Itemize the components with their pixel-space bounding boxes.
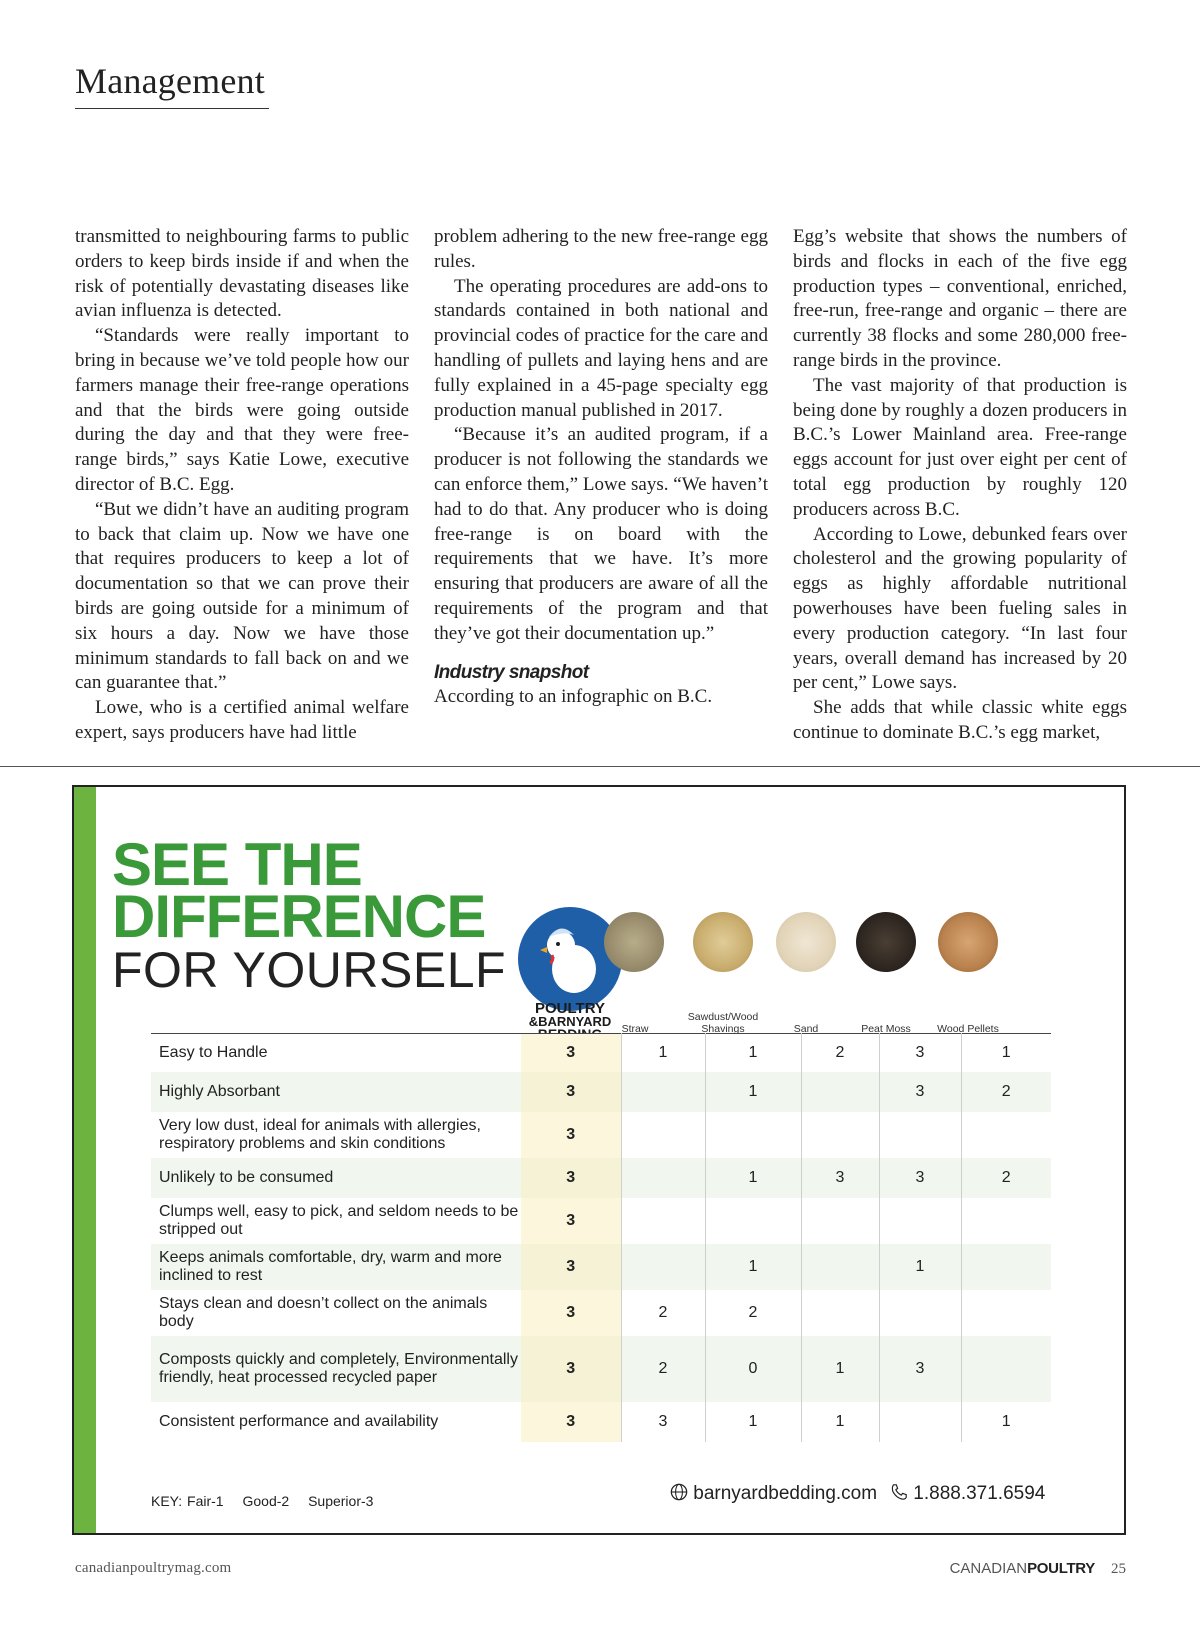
logo-text-1: POULTRY [535,1000,605,1017]
key-fair: KEY: Fair-1 [151,1493,224,1509]
rating-cell: 2 [705,1290,801,1336]
table-row [151,1244,1051,1290]
rating-cell [621,1072,705,1112]
rating-cell [879,1198,961,1244]
subheading: Industry snapshot [434,661,589,683]
rating-key [151,1493,387,1509]
feature-cell: Easy to Handle [159,1043,268,1061]
paragraph: “Standards were really important to bring in because we’ve told people how our farmers manage their free-range operations and that the birds were going outside during the day and that they were free-range birds,” says Katie Lowe, executive director of B.C. Egg. [75,325,409,495]
rating-cell [621,1244,705,1290]
logo-text-2: &BARNYARD [528,1014,612,1029]
paragraph: She adds that while classic white eggs continue to dominate B.C.’s egg market, [793,697,1127,743]
rating-cell [961,1336,1051,1402]
rating-cell: 2 [961,1072,1051,1112]
rating-cell [801,1112,879,1158]
rating-cell: 1 [705,1402,801,1442]
paragraph: Lowe, who is a certified animal welfare expert, says producers have had little [75,697,409,743]
column-label-sawdust: Sawdust/Wood Shavings [687,1011,759,1035]
footer-brand-bold: POULTRY [1027,1560,1095,1577]
rating-cell: 3 [521,1198,621,1244]
rating-cell: 3 [521,1402,621,1442]
section-header [75,60,269,109]
table-row [151,1034,1051,1072]
phone-text[interactable]: 1.888.371.6594 [913,1483,1046,1504]
website-contact [670,1483,877,1505]
rating-cell [961,1112,1051,1158]
rating-cell: 1 [1001,1412,1011,1430]
rating-cell: 2 [621,1336,705,1402]
paragraph: “Because it’s an audited program, if a producer is not following the standards we can enforce them,” Lowe says. “We haven’t had to do that. Any producer who is doing free-range is on board with the requirements that we have. It’s more ensuring that producers are aware of all the requirements of the program and that they’ve got their documentation up.” [434,424,768,644]
table-row [151,1290,1051,1336]
rating-cell: 1 [705,1158,801,1198]
rating-cell: 3 [521,1290,621,1336]
wood-pellets-sample-image [938,912,998,972]
straw-sample-image [604,912,664,972]
section-title: Management [75,61,265,101]
ad-headline-line2: DIFFERENCE [112,883,486,950]
rating-cell [961,1290,1051,1336]
rating-cell: 1 [801,1402,879,1442]
rating-cell [961,1198,1051,1244]
phone-icon [890,1483,908,1501]
rating-cell: 3 [521,1158,621,1198]
footer-site[interactable]: canadianpoultrymag.com [75,1560,232,1576]
rating-cell [705,1198,801,1244]
table-row [151,1158,1051,1198]
footer-brand-light: CANADIAN [949,1560,1028,1577]
article-column-3 [793,225,1127,745]
peat-moss-sample-image [856,912,916,972]
rating-cell [879,1290,961,1336]
paragraph: “But we didn’t have an auditing program to back that claim up. Now we have one that requires producers to keep a lot of documentation so that we can prove their birds are going outside for a minimum of six hours a day. Now we have those minimum standards to fall back on and we can guarantee that.” [75,498,409,694]
rating-cell [621,1198,705,1244]
rating-cell: 2 [961,1158,1051,1198]
divider [0,766,1200,767]
feature-cell: Clumps well, easy to pick, and seldom needs to be stripped out [159,1202,519,1238]
rating-cell: 2 [621,1290,705,1336]
rating-cell: 0 [705,1336,801,1402]
phone-contact [890,1483,1045,1505]
advertisement [72,785,1126,1535]
table-row [151,1112,1051,1158]
ad-headline-line3: FOR YOURSELF [112,942,507,998]
feature-cell: Unlikely to be consumed [151,1158,521,1198]
website-text[interactable]: barnyardbedding.com [693,1483,878,1504]
rating-cell [705,1112,801,1158]
feature-cell: Very low dust, ideal for animals with allergies, respiratory problems and skin conditions [159,1116,481,1152]
column-label-straw: Straw [621,1023,649,1035]
footer-brand [950,1560,1126,1578]
paragraph: problem adhering to the new free-range egg rules. [434,226,768,272]
paragraph: The operating procedures are add-ons to standards contained in both national and provincial codes of practice for the care and handling of pullets and laying hens and are fully explained in a 45-page specialty egg production manual published in 2017. [434,275,768,421]
rating-cell: 3 [621,1402,705,1442]
article-column-1 [75,225,409,745]
paragraph: transmitted to neighbouring farms to public orders to keep birds inside if and when the risk of potentially devastating diseases like avian influenza is detected. [75,226,409,322]
column-label-sand: Sand [793,1023,819,1035]
rating-cell: 1 [879,1244,961,1290]
rating-cell [879,1402,961,1442]
feature-cell: Keeps animals comfortable, dry, warm and more inclined to rest [151,1244,521,1290]
rating-cell: 1 [801,1336,879,1402]
rating-cell: 1 [705,1034,801,1072]
rating-cell [801,1198,879,1244]
rating-cell [801,1290,879,1336]
table-row [151,1198,1051,1244]
table-row [151,1336,1051,1402]
paragraph: The vast majority of that production is being done by roughly a dozen producers in B.C.’s Lower Mainland area. Free-range eggs account for just over eight per cent of total egg production by roughly 120 producers across B.C. [793,374,1127,520]
article-body [75,225,1127,745]
sand-sample-image [776,912,836,972]
ad-accent-bar [74,787,96,1533]
rating-cell: 1 [621,1034,705,1072]
rating-cell: 3 [879,1158,961,1198]
paragraph: Egg’s website that shows the numbers of birds and flocks in each of the five egg production types – conventional, enriched, free-run, free-range and organic – there are currently 38 flocks and some 280,000 free-range birds in the province. [793,226,1127,371]
rating-cell: 1 [705,1244,801,1290]
rating-cell [621,1158,705,1198]
ad-headline-line1: SEE THE [112,831,362,898]
rating-cell: 3 [521,1034,621,1072]
rating-cell [801,1244,879,1290]
key-superior: Superior-3 [308,1493,374,1509]
column-label-peat-moss: Peat Moss [861,1023,911,1035]
rating-cell: 1 [1001,1043,1011,1061]
page-number: 25 [1111,1561,1126,1577]
rating-cell: 1 [705,1072,801,1112]
comparison-table [151,1033,1051,1442]
rating-cell: 3 [521,1112,621,1158]
key-good: Good-2 [242,1493,290,1509]
rating-cell: 2 [801,1034,879,1072]
rating-cell [801,1072,879,1112]
feature-cell: Stays clean and doesn’t collect on the animals body [159,1294,488,1330]
comparison-table-body [151,1034,1051,1442]
rating-cell: 3 [879,1034,961,1072]
rating-cell [961,1244,1051,1290]
paragraph: According to Lowe, debunked fears over cholesterol and the growing popularity of eggs as highly affordable nutritional powerhouses have been fueling sales in every production category. “In last four years, overall demand has increased by 20 per cent,” Lowe says. [793,523,1127,694]
rating-cell [879,1112,961,1158]
ad-headline [112,831,507,998]
paragraph: According to an infographic on B.C. [434,685,713,707]
globe-icon [670,1483,688,1501]
rating-cell: 3 [521,1244,621,1290]
feature-cell: Composts quickly and completely, Environmentally friendly, heat processed recycled paper [151,1336,521,1402]
rating-cell: 3 [801,1158,879,1198]
table-row [151,1072,1051,1112]
rating-cell [621,1112,705,1158]
rating-cell: 3 [879,1072,961,1112]
feature-cell: Highly Absorbant [151,1072,521,1112]
article-column-2 [434,225,768,745]
rating-cell: 3 [521,1072,621,1112]
table-row [151,1402,1051,1442]
rating-cell: 3 [521,1336,621,1402]
feature-cell: Consistent performance and availability [159,1412,439,1430]
column-label-wood-pellets: Wood Pellets [937,1023,999,1035]
rating-cell: 3 [879,1336,961,1402]
sawdust-sample-image [693,912,753,972]
